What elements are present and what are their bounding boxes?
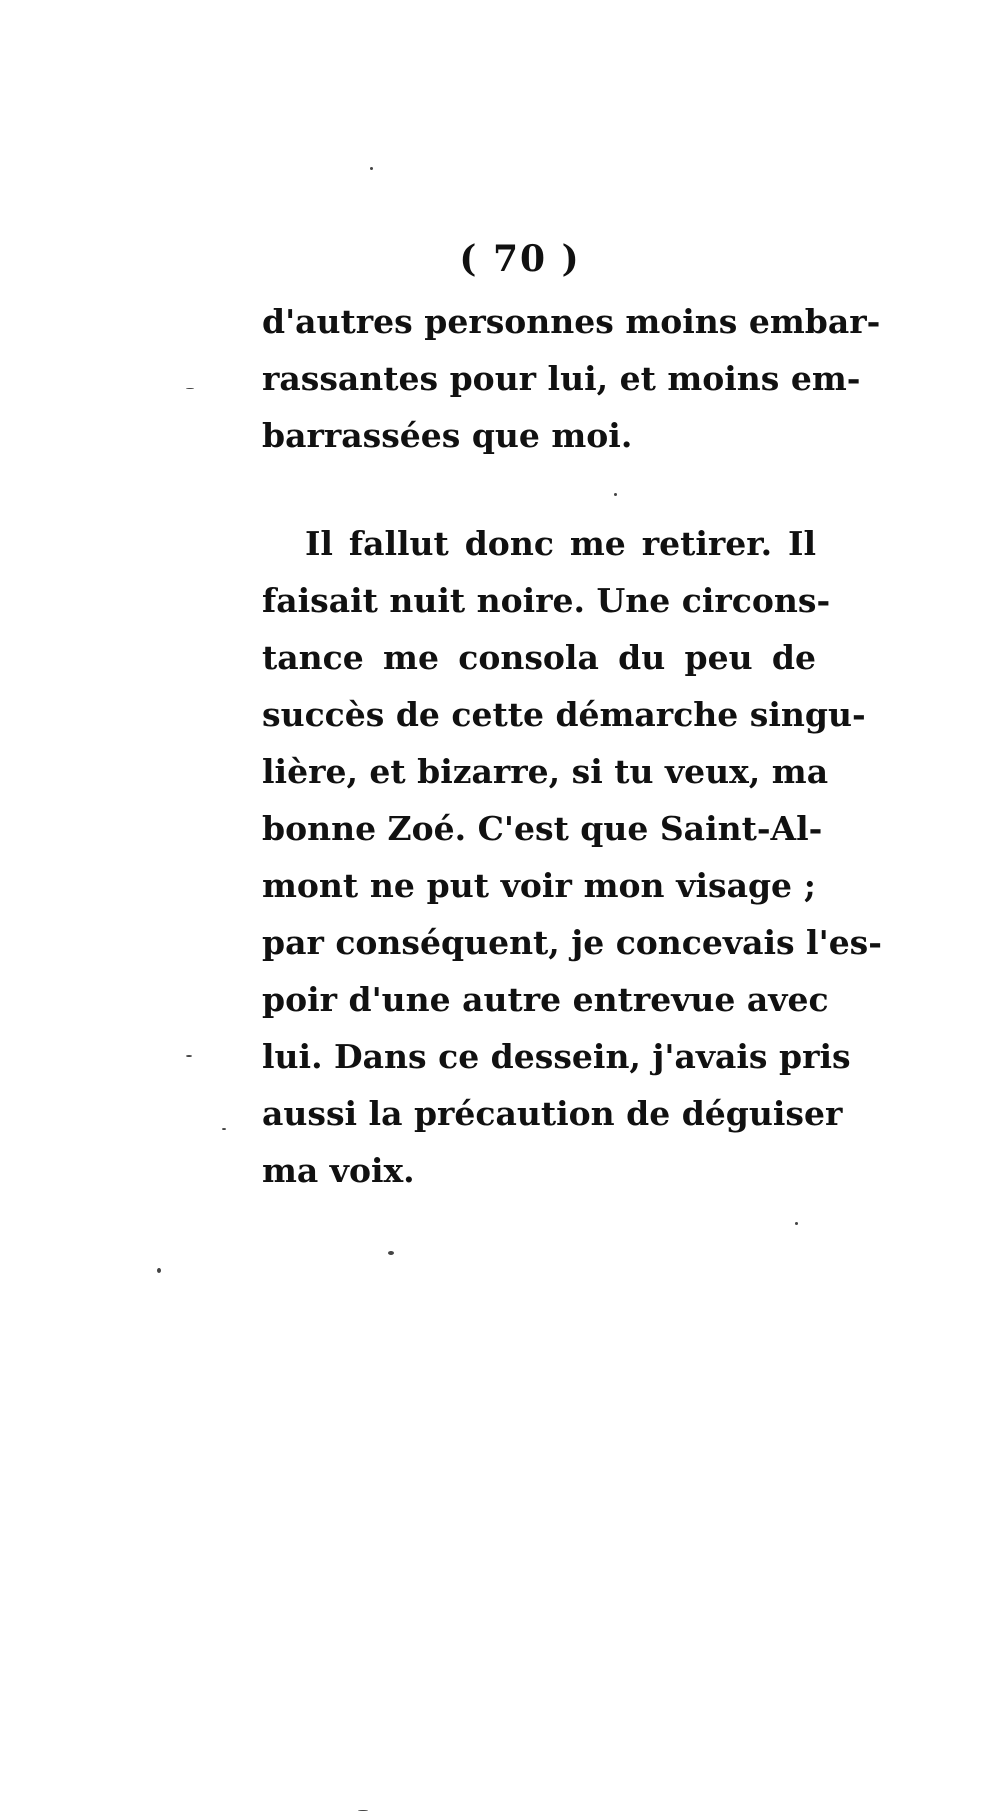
scan-speck [186, 1055, 192, 1057]
text-line: succès de cette démarche singu- [262, 695, 866, 734]
text-line: d'autres personnes moins embar- [262, 302, 881, 341]
text-line: rassantes pour lui, et moins em- [262, 359, 861, 398]
scan-speck [388, 1251, 394, 1255]
page-number: ( 70 ) [459, 238, 581, 280]
text-line: tance me consola du peu de [262, 638, 816, 677]
text-line: barrassées que moi. [262, 416, 633, 455]
text-line: aussi la précaution de déguiser [262, 1094, 843, 1133]
text-line: ma voix. [262, 1151, 415, 1190]
scan-speck [186, 388, 194, 389]
text-line: mont ne put voir mon visage ; [262, 866, 816, 905]
scan-speck [614, 493, 617, 496]
text-line: bonne Zoé. C'est que Saint-Al- [262, 809, 823, 848]
text-line: lière, et bizarre, si tu veux, ma [262, 752, 829, 791]
text-line: par conséquent, je concevais l'es- [262, 923, 882, 962]
text-line: faisait nuit noire. Une circons- [262, 581, 831, 620]
text-line: Il fallut donc me retirer. Il [305, 524, 816, 563]
scan-speck [222, 1128, 226, 1130]
text-line: poir d'une autre entrevue avec [262, 980, 829, 1019]
scan-speck [370, 167, 373, 170]
scan-speck [795, 1222, 798, 1225]
scan-speck [157, 1268, 161, 1273]
text-line: lui. Dans ce dessein, j'avais pris [262, 1037, 851, 1076]
